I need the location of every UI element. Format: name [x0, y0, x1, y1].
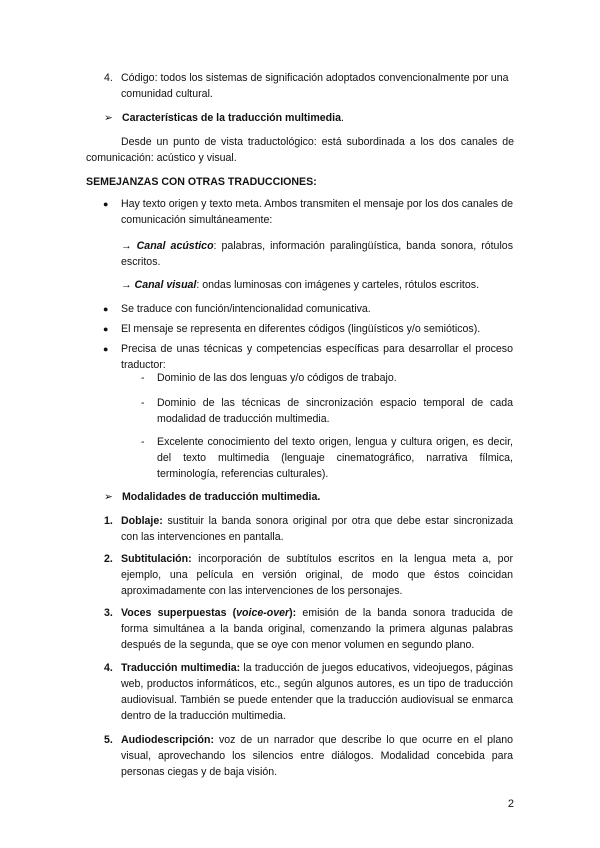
dash-dominio-lenguas: Dominio de las dos lenguas y/o códigos de trabajo. [157, 372, 397, 384]
modalidad-label: Voces superpuestas ( [121, 607, 237, 619]
canal-visual [121, 277, 513, 293]
modalidad-label: Doblaje: [121, 515, 163, 527]
bullet-icon: ● [103, 304, 109, 314]
list-number: 3. [104, 607, 113, 619]
heading-caracteristicas-text: Características de la traducción multimedia [121, 112, 341, 124]
modalidad-label-italic: voice-over [236, 607, 290, 619]
dash-conocimiento: Excelente conocimiento del texto origen, lengua y cultura origen, es decir, del texto multimedia (lenguaje cinematográfico, narrativa fílmica, terminología, referencias culturales). [157, 436, 513, 480]
canal-visual-text: : ondas luminosas con imágenes y carteles, rótulos escritos. [196, 279, 480, 291]
bullet-codigos: El mensaje se representa en diferentes códigos (lingüísticos y/o semióticos). [121, 323, 481, 335]
list-number: 1. [104, 515, 113, 527]
modalidad-doblaje [121, 513, 513, 545]
right-arrow-icon: → [121, 240, 132, 252]
heading-caracteristicas [104, 110, 504, 126]
modalidad-traduccion-multimedia [121, 660, 513, 724]
modalidad-text: emisión de la banda sonora traducida de forma simultánea a la banda original, comenzando la primera algunas palabras después de la segunda, que se oye con menor volumen en segundo plano. [121, 607, 513, 651]
modalidad-audiodescripcion [121, 732, 513, 780]
list-number: 5. [104, 734, 113, 746]
bullet-funcion: Se traduce con función/intencionalidad comunicativa. [121, 303, 371, 315]
page-number: 2 [507, 798, 514, 810]
modalidad-voces-superpuestas [121, 605, 513, 653]
list-number: 4. [104, 662, 113, 674]
arrow-marker-icon: ➢ [104, 112, 113, 124]
modalidad-label-end: ): [289, 607, 297, 619]
dash-marker: - [141, 436, 145, 448]
paragraph-desde: Desde un punto de vista traductológico: está subordinada a los dos canales de comunicación: acústico y visual. [86, 136, 514, 164]
heading-semejanzas: SEMEJANZAS CON OTRAS TRADUCCIONES: [86, 176, 317, 188]
modalidad-text: la traducción de juegos educativos, videojuegos, páginas web, productos informáticos, etc., según algunos autores, es un tipo de traducción audiovisual. También se puede entender que la traducción audiovisual se enmarca dentro de la traducción multimedia. [121, 662, 513, 722]
canal-acustico-label: Canal acústico [136, 240, 214, 252]
modalidad-label: Traducción multimedia: [121, 662, 241, 674]
right-arrow-icon: → [121, 279, 132, 291]
heading-modalidades [104, 489, 504, 505]
modalidad-label: Subtitulación: [121, 553, 192, 565]
bullet-texto-origen: Hay texto origen y texto meta. Ambos transmiten el mensaje por los dos canales de comunicación simultáneamente: [121, 198, 513, 226]
modalidad-subtitulacion [121, 551, 513, 599]
dash-sincronizacion: Dominio de las técnicas de sincronización espacio temporal de cada modalidad de traducción multimedia. [157, 397, 513, 425]
modalidad-text: incorporación de subtítulos escritos en la lengua meta a, por ejemplo, una película en versión original, de modo que éstos coincidan aproximadamente con las intervenciones de los personajes. [121, 553, 513, 597]
dash-marker: - [141, 372, 145, 384]
arrow-marker-icon: ➢ [104, 491, 113, 503]
bullet-icon: ● [103, 199, 109, 209]
bullet-tecnicas: Precisa de unas técnicas y competencias específicas para desarrollar el proceso traductor: [121, 343, 513, 371]
codigo-item: Código: todos los sistemas de significación adoptados convencionalmente por una comunidad cultural. [121, 72, 509, 100]
canal-acustico [121, 238, 513, 270]
bullet-icon: ● [103, 324, 109, 334]
canal-visual-label: Canal visual [134, 279, 197, 291]
list-number: 4. [104, 72, 113, 84]
modalidad-text: sustituir la banda sonora original por otra que debe estar sincronizada con las intervenciones en pantalla. [121, 515, 513, 543]
canal-acustico-text: : palabras, información paralingüística, banda sonora, rótulos escritos. [121, 240, 513, 268]
modalidad-label: Audiodescripción: [121, 734, 214, 746]
modalidad-text: voz de un narrador que describe lo que ocurre en el plano visual, aprovechando los silencios entre diálogos. Modalidad concebida para personas ciegas y de baja visión. [121, 734, 513, 778]
heading-caracteristicas-tail: . [340, 112, 344, 124]
heading-modalidades-text: Modalidades de traducción multimedia. [121, 491, 321, 503]
list-number: 2. [104, 553, 113, 565]
bullet-icon: ● [103, 344, 109, 354]
dash-marker: - [141, 397, 145, 409]
